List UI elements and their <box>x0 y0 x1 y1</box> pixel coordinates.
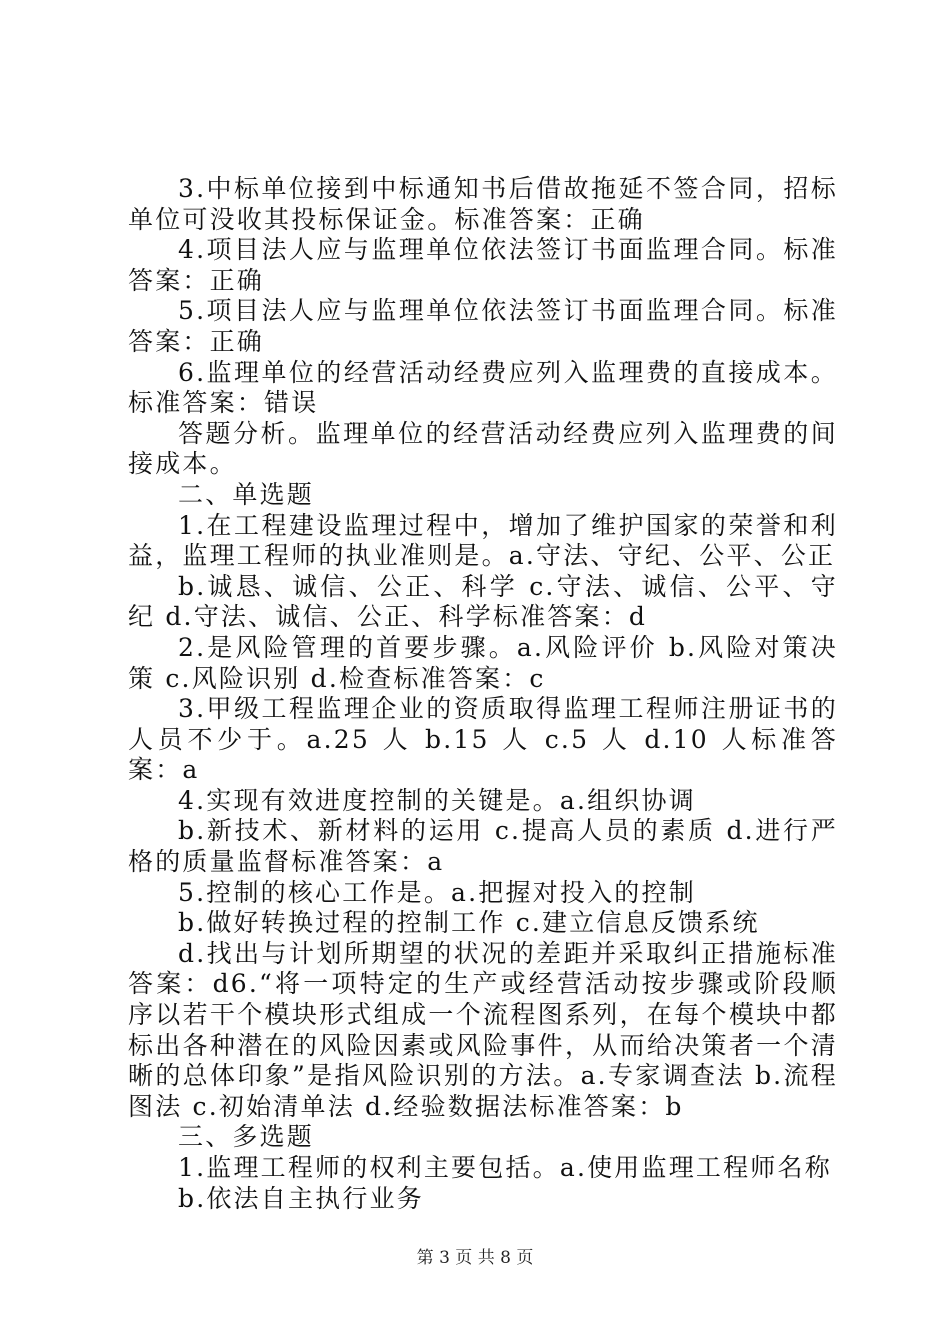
paragraph: 4.实现有效进度控制的关键是。a.组织协调 <box>178 785 696 815</box>
paragraph: 5.项目法人应与监理单位依法签订书面监理合同。标准答案：正确 <box>128 296 838 356</box>
paragraph: 4.项目法人应与监理单位依法签订书面监理合同。标准答案：正确 <box>128 235 838 295</box>
paragraph: 5.控制的核心工作是。a.把握对投入的控制 <box>178 877 696 907</box>
paragraph: d.找出与计划所期望的状况的差距并采取纠正措施标准答案：d6.“将一项特定的生产或经营活动按步骤或阶段顺序以若干个模块形式组成一个流程图系列，在每个模块中都标出各种潜在的风险因素或风险事件，从而给决策者一个清晰的总体印象”是指风险识别的方法。a.专家调查法 b.流程图法 c.初始清单法 d.经验数据法标准答案：b <box>128 938 838 1121</box>
paragraph: 1.监理工程师的权利主要包括。a.使用监理工程师名称 <box>178 1153 832 1182</box>
section-heading: 三、多选题 <box>178 1122 315 1152</box>
paragraph: 6.监理单位的经营活动经费应列入监理费的直接成本。标准答案：错误 <box>128 357 838 418</box>
paragraph: b.诚恳、诚信、公正、科学 c.守法、诚信、公平、守纪 d.守法、诚信、公正、科学标准答案：d <box>128 571 838 632</box>
paragraph: b.新技术、新材料的运用 c.提高人员的素质 d.进行严格的质量监督标准答案：a <box>128 816 838 877</box>
page-number: 第 3 页 共 8 页 <box>416 1248 534 1268</box>
paragraph: b.依法自主执行业务 <box>178 1183 424 1213</box>
paragraph: 3.中标单位接到中标通知书后借故拖延不签合同，招标单位可没收其投标保证金。标准答案：正确 <box>128 174 838 234</box>
paragraph: 1.在工程建设监理过程中，增加了维护国家的荣誉和利益，监理工程师的执业准则是。a.守法、守纪、公平、公正 <box>128 510 838 571</box>
document-body <box>128 174 838 1214</box>
section-heading: 二、单选题 <box>178 479 315 509</box>
page-footer <box>0 1243 950 1268</box>
paragraph: 2.是风险管理的首要步骤。a.风险评价 b.风险对策决策 c.风险识别 d.检查标准答案：c <box>128 632 838 693</box>
paragraph: b.做好转换过程的控制工作 c.建立信息反馈系统 <box>178 908 760 938</box>
paragraph: 3.甲级工程监理企业的资质取得监理工程师注册证书的人员不少于。a.25 人 b.15 人 c.5 人 d.10 人标准答案：a <box>128 694 838 785</box>
paragraph: 答题分析。监理单位的经营活动经费应列入监理费的间接成本。 <box>128 418 838 479</box>
